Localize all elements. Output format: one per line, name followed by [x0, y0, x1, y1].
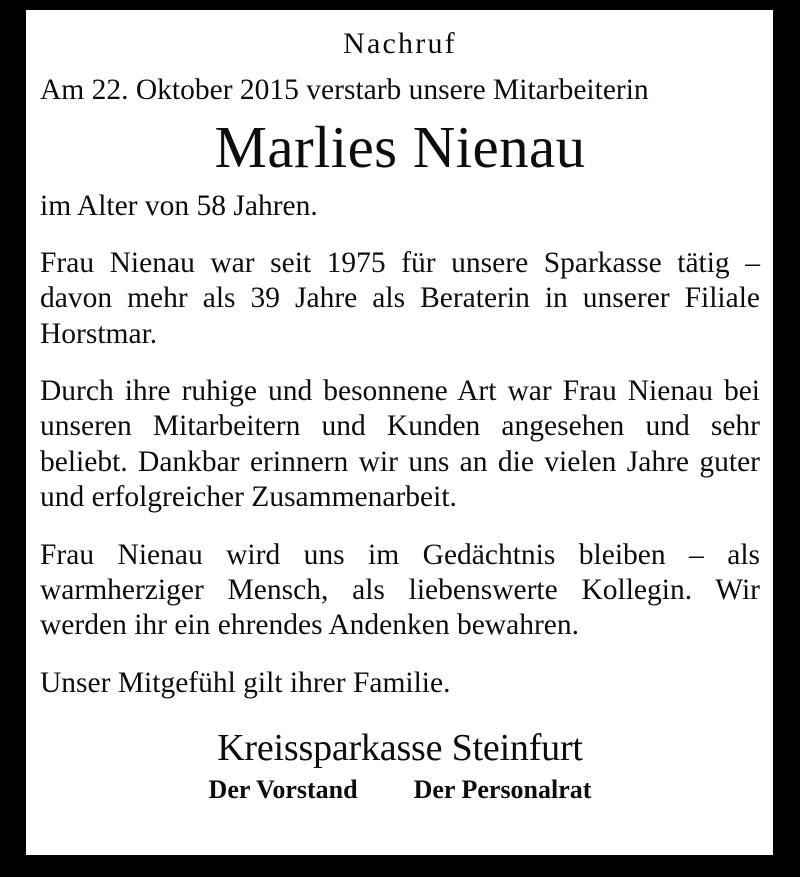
obituary-notice-card	[26, 10, 773, 855]
tribute-paragraph-remembrance: Frau Nienau wird uns im Gedächtnis bleiben – als warmherziger Mensch, als liebenswerte Kollegin. Wir werden ihr ein ehrendes Andenken bewahren.	[40, 538, 760, 642]
tribute-paragraph-employment: Frau Nienau war seit 1975 für unsere Sparkasse tätig – davon mehr als 39 Jahre als Beraterin in unserer Filiale Horstmar.	[40, 246, 760, 350]
institution-name: Kreissparkasse Steinfurt	[217, 727, 583, 770]
deceased-name: Marlies Nienau	[214, 113, 586, 180]
signatory-board: Der Vorstand	[208, 774, 358, 804]
notice-heading: Nachruf	[343, 27, 457, 60]
signatory-works-council: Der Personalrat	[413, 774, 592, 804]
age-at-death-line: im Alter von 58 Jahren.	[40, 190, 318, 223]
announcement-lead-line: Am 22. Oktober 2015 verstarb unsere Mitarbeiterin	[40, 73, 649, 106]
signature-block	[40, 727, 760, 804]
tribute-paragraph-character: Durch ihre ruhige und besonnene Art war Frau Nienau bei unseren Mitarbeitern und Kunden angesehen und sehr beliebt. Dankbar erinnern wir uns an die vielen Jahre guter und erfolgreicher Zusammenarbeit.	[40, 374, 760, 514]
tribute-paragraph-condolence: Unser Mitgefühl gilt ihrer Familie.	[40, 666, 451, 699]
signatory-row	[40, 776, 760, 805]
